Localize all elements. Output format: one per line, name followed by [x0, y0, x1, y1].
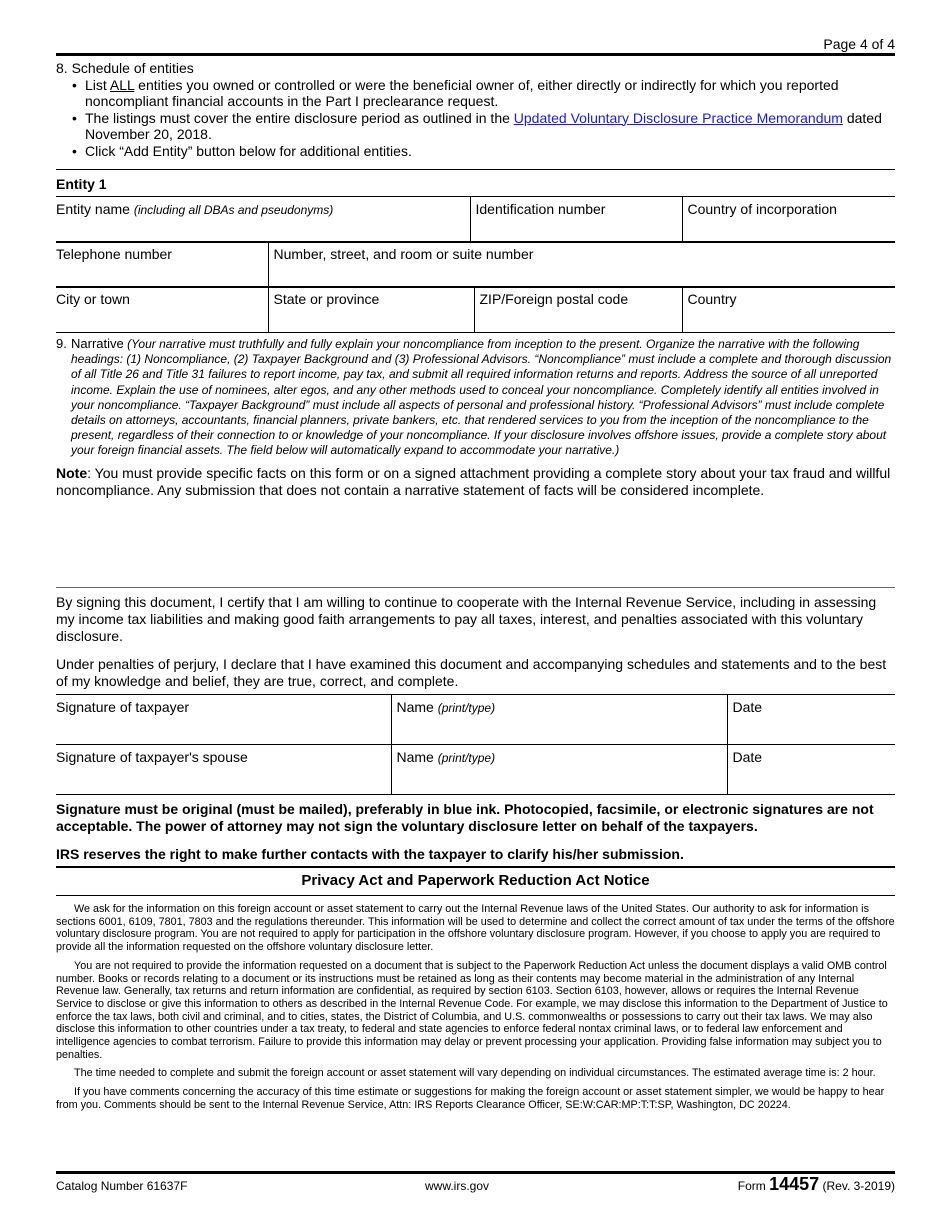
bullet1-all: ALL: [109, 76, 135, 93]
section-9: [56, 336, 895, 459]
privacy-notice: [56, 903, 895, 1118]
website: www.irs.gov: [425, 1179, 490, 1193]
privacy-title-rule: [56, 895, 895, 896]
entity-row-1: [56, 196, 895, 243]
form-word: Form: [737, 1179, 770, 1193]
perjury-declaration: Under penalties of perjury, I declare that I have examined this document and accompanying schedules and statements and to the best of my knowledge and belief, they are true, correct, and complete.: [56, 656, 887, 689]
name-label: Name: [396, 699, 438, 715]
top-rule: [56, 53, 895, 56]
section-9-title: Narrative: [71, 336, 124, 351]
privacy-title: Privacy Act and Paperwork Reduction Act Notice: [301, 872, 650, 889]
page-number: Page 4 of 4: [823, 36, 895, 52]
entity-name-field[interactable]: [56, 197, 470, 243]
signature-row-spouse: [56, 744, 895, 795]
taxpayer-signature-field[interactable]: Signature of taxpayer: [56, 695, 391, 745]
section-8-title: 8. Schedule of entities: [56, 60, 194, 76]
section-9-instructions: (Your narrative must truthfully and fully explain your noncompliance from inception to the present. Organize the narrative with the following headings: (1) Noncompliance, (2) Taxpayer Background and (3) Professional Advisors. “Noncompliance” must include a complete and thorough discussion of all Title 26 and Title 31 failures to report income, pay tax, and submit all required information returns and reports. Address the source of all unreported income. Explain the use of nominees, alter egos, and any other methods used to conceal your noncompliance. Completely identify all entities involved in your noncompliance. “Taxpayer Background” must include all aspects of personal and professional history. “Professional Advisors” must include complete details on attorneys, accountants, financial planners, private bankers, etc. that rendered services to you from the inception of the noncompliance to the present, regardless of their connection to or knowledge of your noncompliance. If your disclosure involves offshore issues, provide a complete story about your foreign financial assets. The field below will automatically expand to accommodate your narrative.): [71, 337, 892, 458]
country-of-incorporation-field[interactable]: Country of incorporation: [682, 197, 895, 243]
narrative-instructions: [56, 336, 895, 459]
catalog-number: Catalog Number 61637F: [56, 1179, 188, 1193]
divider: [56, 169, 895, 170]
entity-name-label: Entity name: [56, 201, 134, 217]
signature-row-taxpayer: [56, 694, 895, 745]
section-8: [56, 60, 895, 159]
name-hint: (print/type): [437, 701, 496, 715]
city-field[interactable]: City or town: [56, 287, 268, 333]
spouse-signature-field[interactable]: Signature of taxpayer's spouse: [56, 745, 391, 795]
privacy-paragraph-1: We ask for the information on this foreign account or asset statement to carry out the Internal Revenue laws of the United States. Our authority to ask for information is sections 6001, 6109, 7801, 7803 and the regulations thereunder. This information will be used to determine and collect the correct amount of tax under the terms of the offshore voluntary disclosure program. You are not required to apply for participation in the offshore voluntary disclosure program. However, if you choose to apply you are required to provide all the information requested on the offshore voluntary disclosure letter.: [56, 903, 895, 954]
narrative-textarea[interactable]: [56, 508, 895, 586]
name-label: Name: [396, 749, 438, 765]
street-address-field[interactable]: Number, street, and room or suite number: [268, 242, 895, 288]
form-page: [56, 0, 895, 1230]
certification-text: By signing this document, I certify that I am willing to continue to cooperate with the Internal Revenue Service, including in assessing my income tax liabilities and making good faith arrangements to pay all taxes, interest, and penalties associated with this voluntary disclosure.: [56, 594, 877, 644]
signature-warning: Signature must be original (must be mailed), preferably in blue ink. Photocopied, facsimile, or electronic signatures are not acceptable. The power of attorney may not sign the voluntary disclosure letter on behalf of the taxpayers.: [56, 801, 874, 834]
identification-number-field[interactable]: Identification number: [470, 197, 682, 243]
entity-row-2: [56, 241, 895, 288]
country-field[interactable]: Country: [682, 287, 895, 333]
note-label: Note: [56, 465, 88, 481]
section-8-bullets: [56, 77, 895, 160]
spouse-date-field[interactable]: Date: [727, 745, 895, 795]
note-text: : You must provide specific facts on this form or on a signed attachment providing a complete story about your tax fraud and willful noncompliance. Any submission that does not contain a narrative statement of facts will be considered incomplete.: [56, 465, 891, 498]
taxpayer-name-field[interactable]: [391, 695, 727, 745]
irs-contact-note: IRS reserves the right to make further contacts with the taxpayer to clarify his/her submission.: [56, 846, 684, 862]
entity-title: Entity 1: [56, 176, 107, 192]
bullet2-post: dated November 20, 2018.: [85, 109, 882, 142]
privacy-paragraph-2: You are not required to provide the information requested on a document that is subject to the Paperwork Reduction Act unless the document displays a valid OMB control number. Books or records relating to a document or its instructions must be retained as long as their contents may become material in the administration of any Internal Revenue law. Generally, tax returns and return information are confidential, as required by section 6103. Section 6103, however, allows or requires the Internal Revenue Service to disclose or give this information to others as described in the Internal Revenue Code. For example, we may disclose this information to the Department of Justice to enforce the tax laws, both civil and criminal, and to cities, states, the District of Columbia, and U.S. commonwealths or possessions to carry out their tax laws. We may also disclose this information to other countries under a tax treaty, to federal and state agencies to enforce federal nontax criminal laws, or to federal law enforcement and intelligence agencies to combat terrorism. Failure to provide this information may delay or prevent processing your application. Providing false information may subject you to penalties.: [56, 959, 888, 1061]
entity-name-hint: (including all DBAs and pseudonyms): [133, 203, 334, 217]
bullet-list-entities: [72, 77, 895, 110]
section-9-number: 9.: [56, 336, 67, 351]
name-hint: (print/type): [437, 751, 496, 765]
form-id: [738, 1174, 895, 1195]
entity-row-3: [56, 286, 895, 333]
state-field[interactable]: State or province: [268, 287, 474, 333]
form-revision: (Rev. 3-2019): [819, 1179, 895, 1193]
narrative-bottom-rule: [56, 587, 895, 588]
bullet1-post: entities you owned or controlled or were the beneficial owner of, either directly or indirectly for which you reported noncompliant financial accounts in the Part I preclearance request.: [85, 76, 839, 109]
privacy-paragraph-4: If you have comments concerning the accuracy of this time estimate or suggestions for making the foreign account or asset statement simpler, we would be happy to hear from you. Comments should be sent to the Internal Revenue Service, Attn: IRS Reports Clearance Officer, SE:W:CAR:MP:T:T:SP, Washington, DC 20224.: [56, 1086, 885, 1111]
form-number: 14457: [769, 1174, 820, 1194]
privacy-paragraph-3: The time needed to complete and submit the foreign account or asset statement will vary depending on individual circumstances. The estimated average time is: 2 hour.: [74, 1067, 876, 1080]
bullet-disclosure-period: [72, 110, 895, 143]
telephone-field[interactable]: Telephone number: [56, 242, 268, 288]
taxpayer-date-field[interactable]: Date: [727, 695, 895, 745]
bullet1-pre: List: [85, 76, 110, 93]
memorandum-link[interactable]: Updated Voluntary Disclosure Practice Memorandum: [513, 109, 843, 126]
bullet2-pre: The listings must cover the entire disclosure period as outlined in the: [85, 109, 514, 126]
zip-field[interactable]: ZIP/Foreign postal code: [474, 287, 682, 333]
spouse-name-field[interactable]: [391, 745, 727, 795]
bullet-add-entity: • Click “Add Entity” button below for additional entities.: [72, 143, 895, 160]
privacy-top-rule: [56, 866, 895, 868]
narrative-note: [56, 465, 895, 499]
